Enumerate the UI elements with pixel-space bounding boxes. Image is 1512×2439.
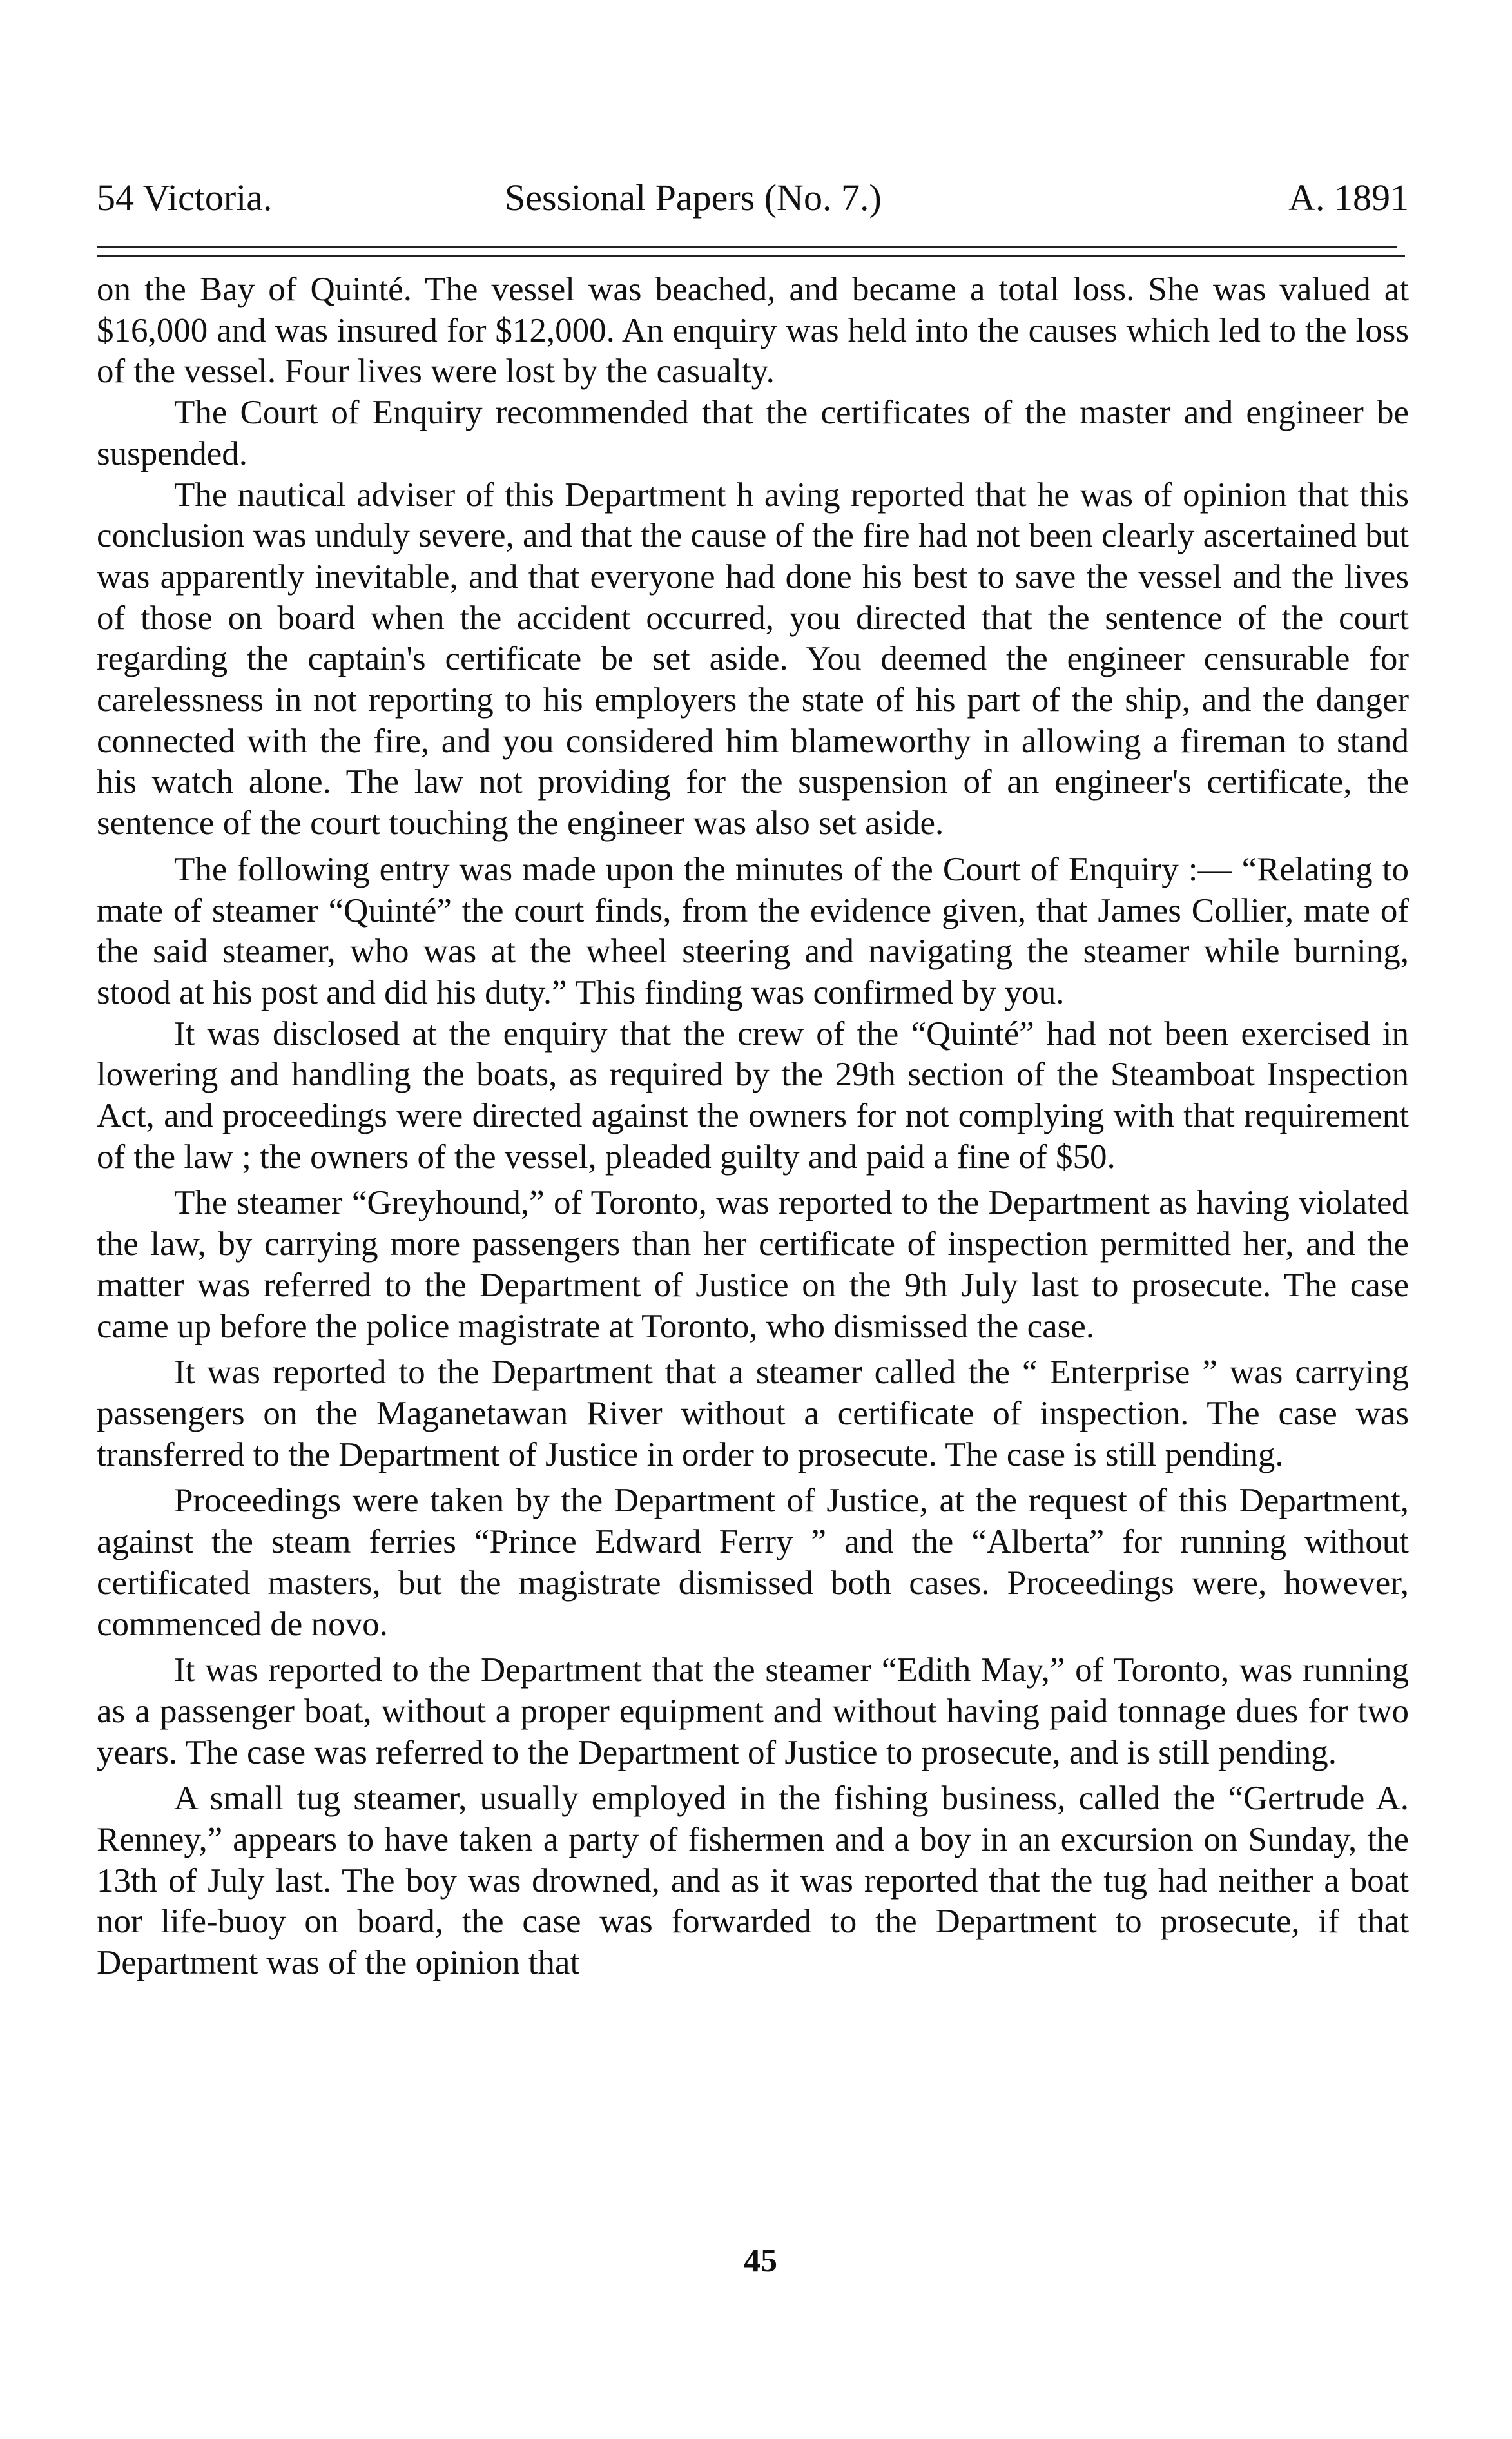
paragraph: The following entry was made upon the minutes of the Court of Enquiry :— “Relating to mate of steamer “Quinté” the court finds, from the evidence given, that James Collier, mate of the said steamer, who was at the wheel steering and navigating the steamer while burning, stood at his post and did his duty.” This finding was confirmed by you.	[97, 850, 1409, 1011]
header-title: Sessional Papers (No. 7.)	[505, 177, 882, 219]
paragraph: The steamer “Greyhound,” of Toronto, was reported to the Department as having violated the law, by carrying more passengers than her certificate of inspection permitted her, and the matter was referred to the Department of Justice on the 9th July last to prosecute. The case came up before the police magistrate at Toronto, who dismissed the case.	[97, 1184, 1409, 1345]
paragraph: It was reported to the Department that a steamer called the “ Enterprise ” was carrying passengers on the Maganetawan River without a certificate of inspection. The case was transferred to the Department of Justice in order to prosecute. The case is still pending.	[97, 1354, 1409, 1473]
header-rule-bottom	[97, 255, 1405, 257]
paragraph: The Court of Enquiry recommended that the certificates of the master and engineer be suspended.	[97, 394, 1409, 472]
running-header	[97, 169, 1409, 227]
paragraph: on the Bay of Quinté. The vessel was beached, and became a total loss. She was valued at $16,000 and was insured for $12,000. An enquiry was held into the causes which led to the loss of the vessel. Four lives were lost by the casualty.	[97, 271, 1409, 391]
paragraph: Proceedings were taken by the Department of Justice, at the request of this Department, against the steam ferries “Prince Edward Ferry ” and the “Alberta” for running without certificated masters, but the magistrate dismissed both cases. Proceedings were, however, commenced de novo.	[97, 1482, 1409, 1643]
paragraph: It was disclosed at the enquiry that the crew of the “Quinté” had not been exercised in lowering and handling the boats, as required by the 29th section of the Steamboat Inspection Act, and proceedings were directed against the owners for not complying with that requirement of the law ; the owners of the vessel, pleaded guilty and paid a fine of $50.	[97, 1015, 1409, 1176]
header-session: 54 Victoria.	[97, 177, 273, 219]
header-rule-top	[97, 246, 1397, 248]
body-text	[97, 269, 1409, 1984]
header-year: A. 1891	[1288, 177, 1409, 219]
page-number: 45	[744, 2242, 777, 2279]
paragraph: A small tug steamer, usually employed in the fishing business, called the “Gertrude A. Renney,” appears to have taken a party of fishermen and a boy in an excursion on Sunday, the 13th of July last. The boy was drowned, and as it was reported that the tug had neither a boat nor life-buoy on board, the case was forwarded to the Department to prosecute, if that Department was of the opinion that	[97, 1780, 1409, 1982]
paragraph: The nautical adviser of this Department h aving reported that he was of opinion that this conclusion was unduly severe, and that the cause of the fire had not been clearly ascertained but was apparently inevitable, and that everyone had done his best to save the vessel and the lives of those on board when the accident occurred, you directed that the sentence of the court regarding the captain's certificate be set aside. You deemed the engineer censurable for carelessness in not reporting to his employers the state of his part of the ship, and the danger connected with the fire, and you considered him blameworthy in allowing a fireman to stand his watch alone. The law not providing for the suspension of an engineer's certificate, the sentence of the court touching the engineer was also set aside.	[97, 476, 1409, 842]
paragraph: It was reported to the Department that the steamer “Edith May,” of Toronto, was running as a passenger boat, without a proper equipment and without having paid tonnage dues for two years. The case was referred to the Department of Justice to prosecute, and is still pending.	[97, 1651, 1409, 1771]
